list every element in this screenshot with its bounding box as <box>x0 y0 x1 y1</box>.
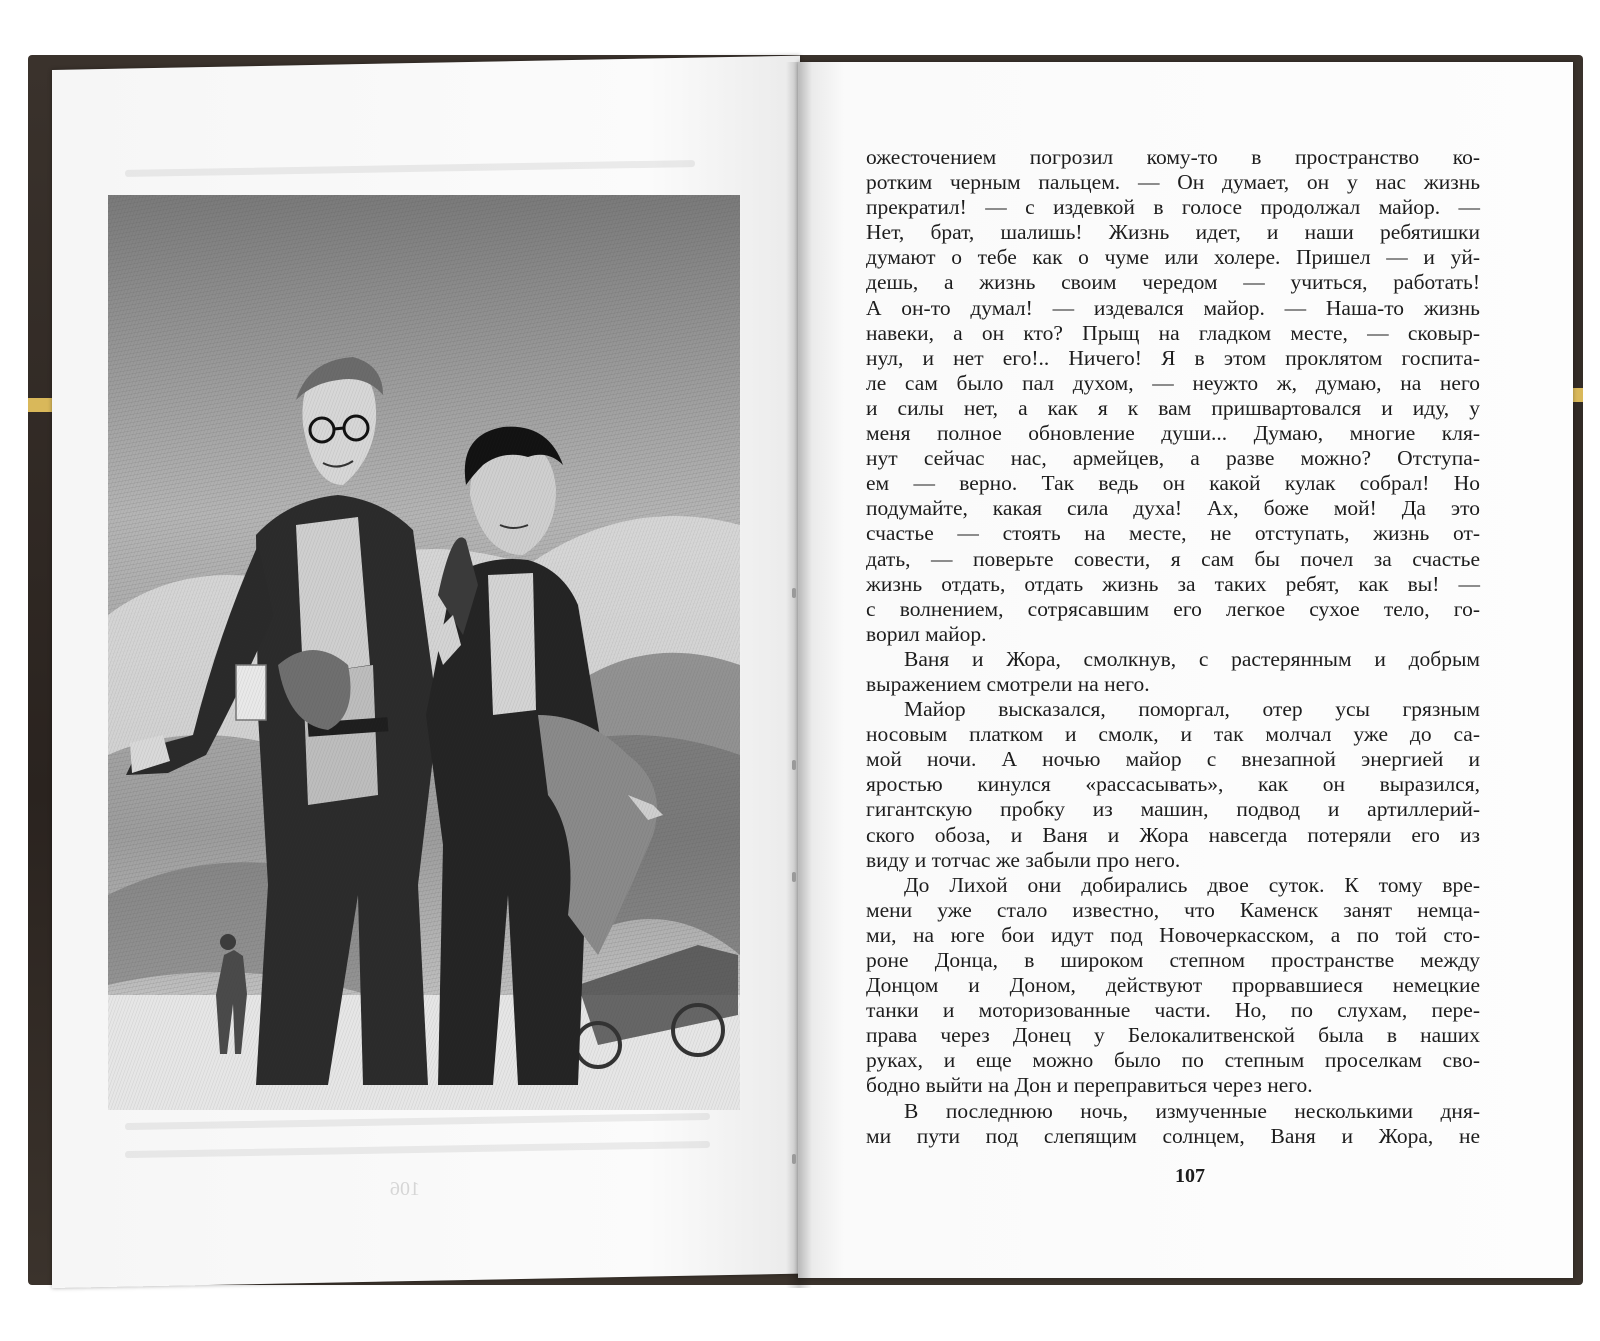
text-line: навеки, а он кто? Прыщ на гладком месте, — сковыр- <box>866 320 1480 345</box>
text-line: и силы нет, а как я к вам пришвартовался и иду, у <box>866 395 1480 420</box>
binding-stitch <box>792 872 796 882</box>
text-line: танки и моторизованные части. Но, по слухам, пере- <box>866 998 1480 1023</box>
text-line: Донцом и Доном, действуют прорвавшиеся немецкие <box>866 973 1480 998</box>
text-line: виду и тотчас же забыли про него. <box>866 847 1181 872</box>
text-line: выражением смотрели на него. <box>866 671 1150 696</box>
illustration-drawing <box>108 195 740 1110</box>
text-line: ми пути под слепящим солнцем, Ваня и Жора, не <box>866 1123 1480 1148</box>
pencil-illustration <box>108 195 740 1110</box>
text-line: подумайте, какая сила духа! Ах, боже мой! Да это <box>866 496 1480 521</box>
cover-accent-stripe-right <box>1572 388 1583 402</box>
text-line: ского обоза, и Ваня и Жора навсегда потеряли его из <box>866 822 1480 847</box>
binding-stitch <box>792 760 796 770</box>
text-line: ожесточением погрозил кому-то в пространство ко- <box>866 145 1480 169</box>
text-line: ворил майор. <box>866 621 987 646</box>
text-line: гигантскую пробку из машин, подвод и артиллерий- <box>866 797 1480 822</box>
binding-stitch <box>792 588 796 598</box>
text-line: руках, и еще можно было по степным проселкам сво- <box>866 1048 1480 1073</box>
text-line: дешь, а жизнь своим чередом — учиться, работать! <box>866 270 1480 295</box>
binding-stitch <box>792 1154 796 1164</box>
text-line: счастье — стоять на месте, не отступать, жизнь от- <box>866 521 1480 546</box>
text-line: ле сам было пал духом, — неужто ж, думаю, на него <box>866 370 1480 395</box>
text-line: носовым платком и смолк, и так молчал уже до са- <box>866 722 1480 747</box>
cover-accent-stripe-left <box>28 398 52 412</box>
text-line: ем — верно. Так ведь он какой кулак собрал! Но <box>866 471 1480 496</box>
text-line: В последнюю ночь, измученные несколькими дня- <box>904 1098 1480 1123</box>
shading-overlay <box>108 195 740 1110</box>
text-line: прекратил! — с издевкой в голосе продолжал майор. — <box>866 195 1480 220</box>
text-line: мой ночи. А ночью майор с внезапной энергией и <box>866 747 1480 772</box>
text-line: права через Донец у Белокалитвенской была в наших <box>866 1023 1480 1048</box>
text-line: Майор высказался, поморгал, отер усы грязным <box>904 697 1480 722</box>
text-line: До Лихой они добирались двое суток. К тому вре- <box>904 872 1480 897</box>
text-line: яростью кинулся «рассасывать», как он выразился, <box>866 772 1480 797</box>
text-line: дать, — поверьте совести, я сам бы почел за счастье <box>866 546 1480 571</box>
text-line: ротким черным пальцем. — Он думает, он у нас жизнь <box>866 170 1480 195</box>
text-line: нут сейчас нас, армейцев, а разве можно? Отступа- <box>866 446 1480 471</box>
spine-gutter <box>786 62 812 1288</box>
text-line: Нет, брат, шалишь! Жизнь идет, и наши ребятишки <box>866 220 1480 245</box>
text-line: нул, и нет его!.. Ничего! Я в этом проклятом госпита- <box>866 345 1480 370</box>
text-line: А он-то думал! — издевался майор. — Наша-то жизнь <box>866 295 1480 320</box>
text-line: Ваня и Жора, смолкнув, с растерянным и добрым <box>904 646 1480 671</box>
text-line: бодно выйти на Дон и переправиться через него. <box>866 1073 1313 1098</box>
page-number: 107 <box>1175 1165 1205 1187</box>
text-line: жизнь отдать, отдать жизнь за таких ребят, как вы! — <box>866 571 1480 596</box>
text-line: ми, на юге бои идут под Новочеркасском, а по той сто- <box>866 922 1480 947</box>
text-line: роне Донца, в широком степном пространстве между <box>866 948 1480 972</box>
text-line: меня полное обновление души... Думаю, многие кля- <box>866 421 1480 446</box>
body-text <box>866 145 1480 1149</box>
text-line: думают о тебе как о чуме или холере. Пришел — и уй- <box>866 245 1480 270</box>
text-line: мени уже стало известно, что Каменск занят немца- <box>866 897 1480 922</box>
text-line: с волнением, сотрясавшим его легкое сухое тело, го- <box>866 596 1480 621</box>
ghost-page-number: 106 <box>390 1178 420 1200</box>
